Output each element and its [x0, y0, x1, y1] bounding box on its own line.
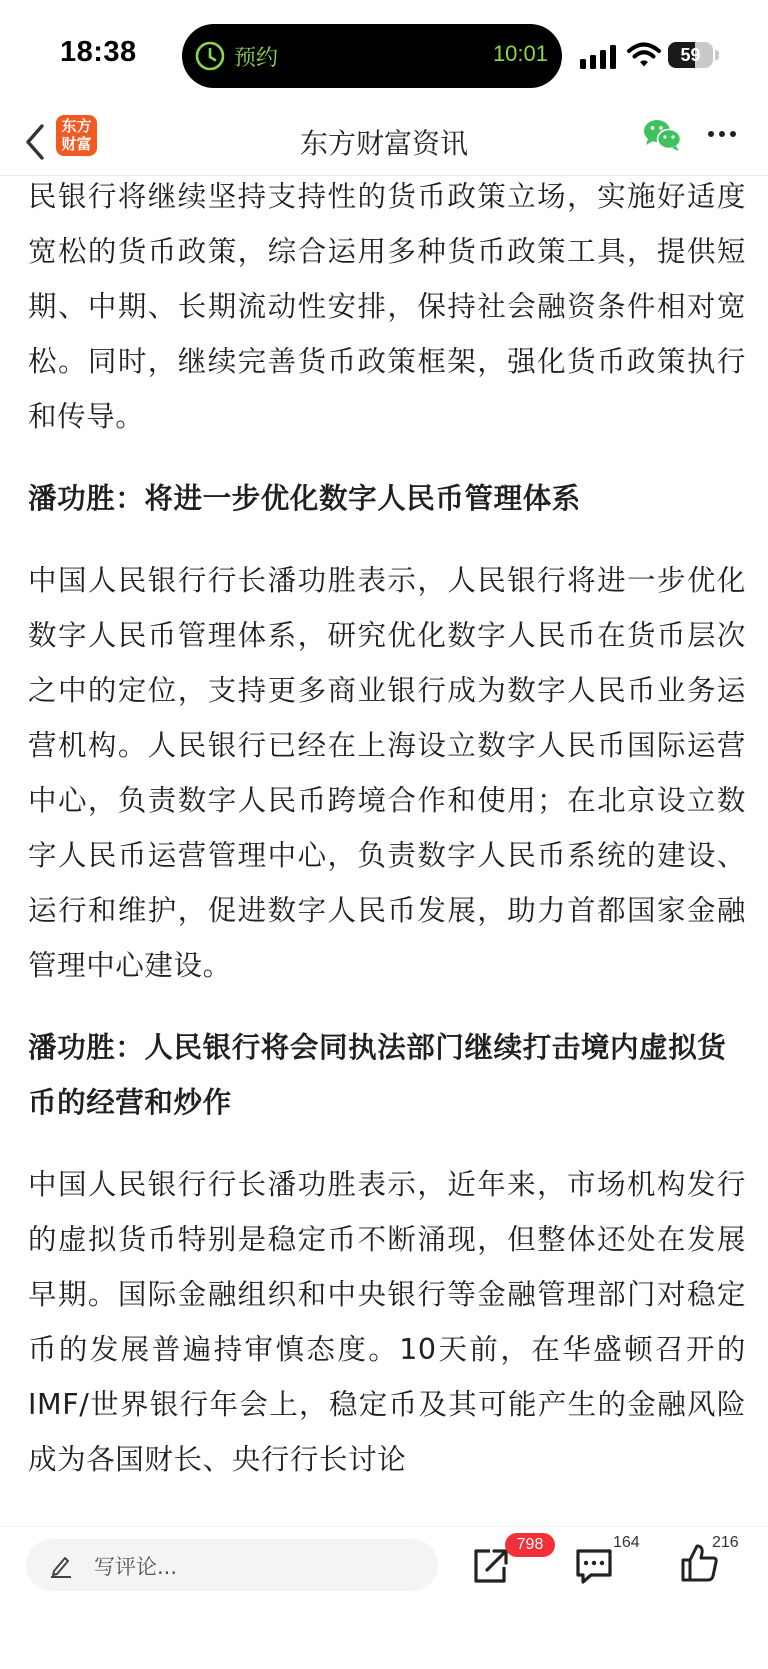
- article-content: [28, 176, 746, 1526]
- wifi-icon: [627, 41, 661, 69]
- island-label: 预约: [234, 46, 279, 71]
- clock-icon: [194, 40, 226, 72]
- comment-placeholder: 写评论...: [94, 1555, 178, 1579]
- article-paragraph: 民银行将继续坚持支持性的货币政策立场，实施好适度宽松的货币政策，综合运用多种货币政策工具，提供短期、中期、长期流动性安排，保持社会融资条件相对宽松。同时，继续完善货币政策框架，强化货币政策执行和传导。: [28, 180, 746, 433]
- like-count: 216: [712, 1534, 739, 1551]
- article-paragraph: 中国人民银行行长潘功胜表示，近年来，市场机构发行的虚拟货币特别是稳定币不断涌现，但整体还处在发展早期。国际金融组织和中央银行等金融管理部门对稳定币的发展普遍持审慎态度。10天前，在华盛顿召开的IMF/世界银行年会上，稳定币及其可能产生的金融风险成为各国财长、央行行长讨论: [28, 1168, 746, 1476]
- nav-bar: [0, 110, 768, 176]
- wechat-share-icon[interactable]: [642, 118, 682, 152]
- status-bar: [0, 0, 768, 110]
- article-subheading: 潘功胜：将进一步优化数字人民币管理体系: [28, 482, 581, 515]
- dynamic-island[interactable]: [182, 24, 562, 88]
- battery-nub: [715, 50, 719, 60]
- bottom-action-bar: [0, 1526, 768, 1669]
- comment-count: 164: [613, 1534, 640, 1551]
- share-count-badge: 798: [505, 1533, 555, 1557]
- battery-level: 59: [680, 45, 701, 65]
- status-time: 18:38: [60, 36, 137, 68]
- battery-indicator: [668, 42, 718, 68]
- more-icon[interactable]: [706, 124, 738, 144]
- logo-line-1: 东方: [61, 117, 92, 135]
- page-title: 东方财富资讯: [299, 127, 468, 160]
- back-button[interactable]: [18, 120, 58, 164]
- share-icon[interactable]: [470, 1543, 510, 1587]
- battery-body: [668, 42, 713, 68]
- logo-line-2: 财富: [61, 135, 92, 153]
- pen-icon: [48, 1552, 74, 1578]
- article-paragraph: 中国人民银行行长潘功胜表示，人民银行将进一步优化数字人民币管理体系，研究优化数字人民币在货币层次之中的定位，支持更多商业银行成为数字人民币业务运营机构。人民银行已经在上海设立数字人民币国际运营中心，负责数字人民币跨境合作和使用；在北京设立数字人民币运营管理中心，负责数字人民币系统的建设、运行和维护，促进数字人民币发展，助力首都国家金融管理中心建设。: [28, 564, 746, 982]
- comment-icon[interactable]: [573, 1545, 615, 1587]
- comment-input[interactable]: [26, 1539, 438, 1591]
- article-subheading: 潘功胜：人民银行将会同执法部门继续打击境内虚拟货币的经营和炒作: [28, 1031, 727, 1119]
- cellular-signal-icon: [580, 45, 618, 69]
- island-time: 10:01: [492, 41, 548, 66]
- eastmoney-logo[interactable]: [56, 115, 97, 156]
